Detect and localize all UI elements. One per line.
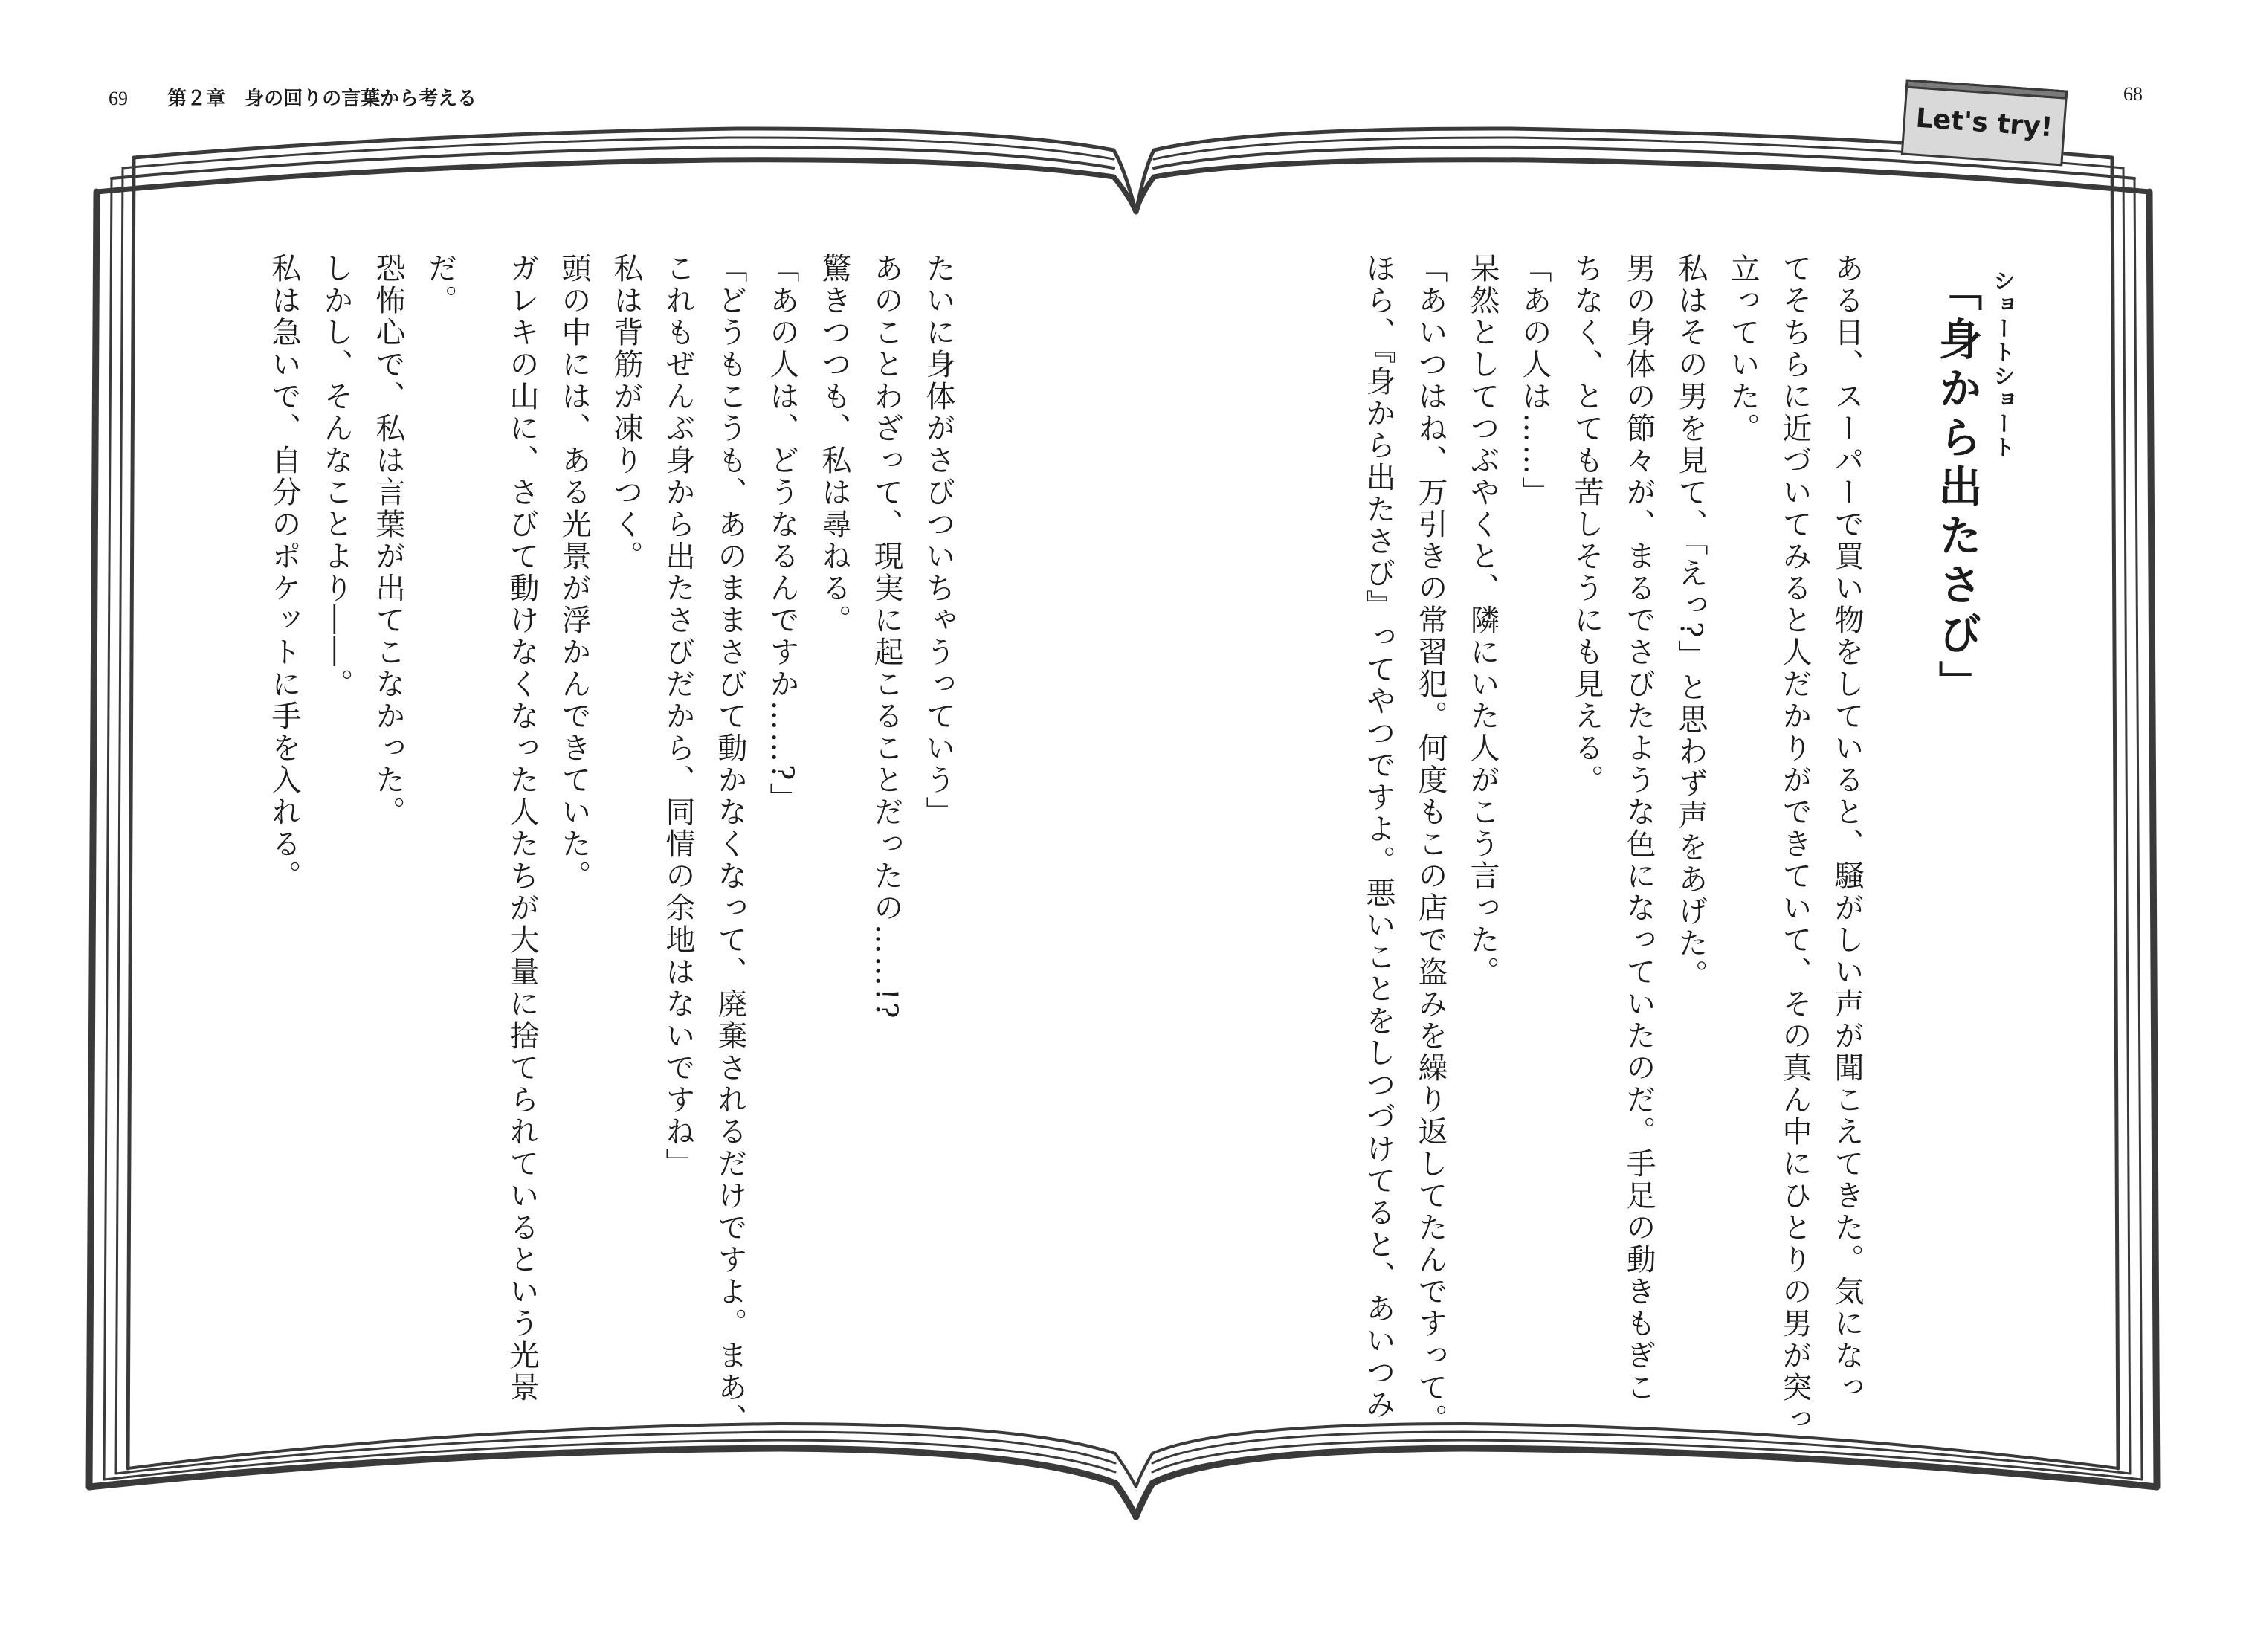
body-column: 立っていた。 bbox=[1726, 253, 1760, 445]
body-column: これもぜんぶ身から出たさびだから、同情の余地はないですね」 bbox=[661, 253, 695, 1180]
body-column: 男の身体の節々が、まるでさびたような色になっていたのだ。手足の動きもぎこ bbox=[1621, 253, 1656, 1404]
body-column: 「どうもこうも、あのままさびて動かなくなって、廃棄されるだけですよ。まあ、 bbox=[713, 253, 747, 1436]
left-page-number: 69 bbox=[109, 88, 128, 109]
right-page-number: 68 bbox=[2123, 83, 2143, 105]
story-kicker: ショートショート bbox=[1989, 269, 2015, 459]
body-column: ある日、スーパーで買い物をしていると、騒がしい声が聞こえてきた。気になっ bbox=[1830, 253, 1864, 1404]
body-column: 「あの人は……」 bbox=[1517, 253, 1552, 509]
running-head: 第２章 身の回りの言葉から考える bbox=[167, 88, 477, 110]
body-column: あのことわざって、現実に起こることだったの……!? bbox=[869, 253, 903, 1021]
body-column: ガレキの山に、さびて動けなくなった人たちが大量に捨てられているという光景 bbox=[505, 253, 539, 1404]
body-column: 呆然としてつぶやくと、隣にいた人がこう言った。 bbox=[1465, 253, 1500, 988]
body-column: だ。 bbox=[423, 253, 457, 317]
body-column: 驚きつつも、私は尋ねる。 bbox=[817, 253, 851, 636]
body-column: ちなく、とても苦しそうにも見える。 bbox=[1569, 253, 1604, 796]
body-column: 「あいつはね、万引きの常習犯。何度もこの店で盗みを繰り返してたんですって。 bbox=[1413, 253, 1448, 1436]
body-column: 「あの人は、どうなるんですか……?」 bbox=[765, 253, 799, 815]
body-column: 恐怖心で、私は言葉が出てこなかった。 bbox=[371, 253, 405, 828]
body-column: しかし、そんなことより――。 bbox=[319, 253, 353, 700]
lets-try-tag: Let's try! bbox=[1901, 80, 2068, 167]
body-column: てそちらに近づいてみると人だかりができていて、その真ん中にひとりの男が突っ bbox=[1778, 253, 1812, 1436]
body-column: たいに身体がさびついちゃうっていう」 bbox=[921, 253, 955, 828]
body-column: 私はその男を見て、「えっ?」と思わず声をあげた。 bbox=[1674, 253, 1708, 992]
body-column: 私は急いで、自分のポケットに手を入れる。 bbox=[267, 253, 301, 892]
body-column: 私は背筋が凍りつく。 bbox=[609, 253, 643, 572]
body-column: 頭の中には、ある光景が浮かんできていた。 bbox=[557, 253, 591, 892]
body-column: ほら、『身から出たさび』ってやつですよ。悪いことをしつづけてると、あいつみ bbox=[1361, 253, 1395, 1421]
story-title: 「身から出たさび」 bbox=[1932, 268, 1982, 709]
